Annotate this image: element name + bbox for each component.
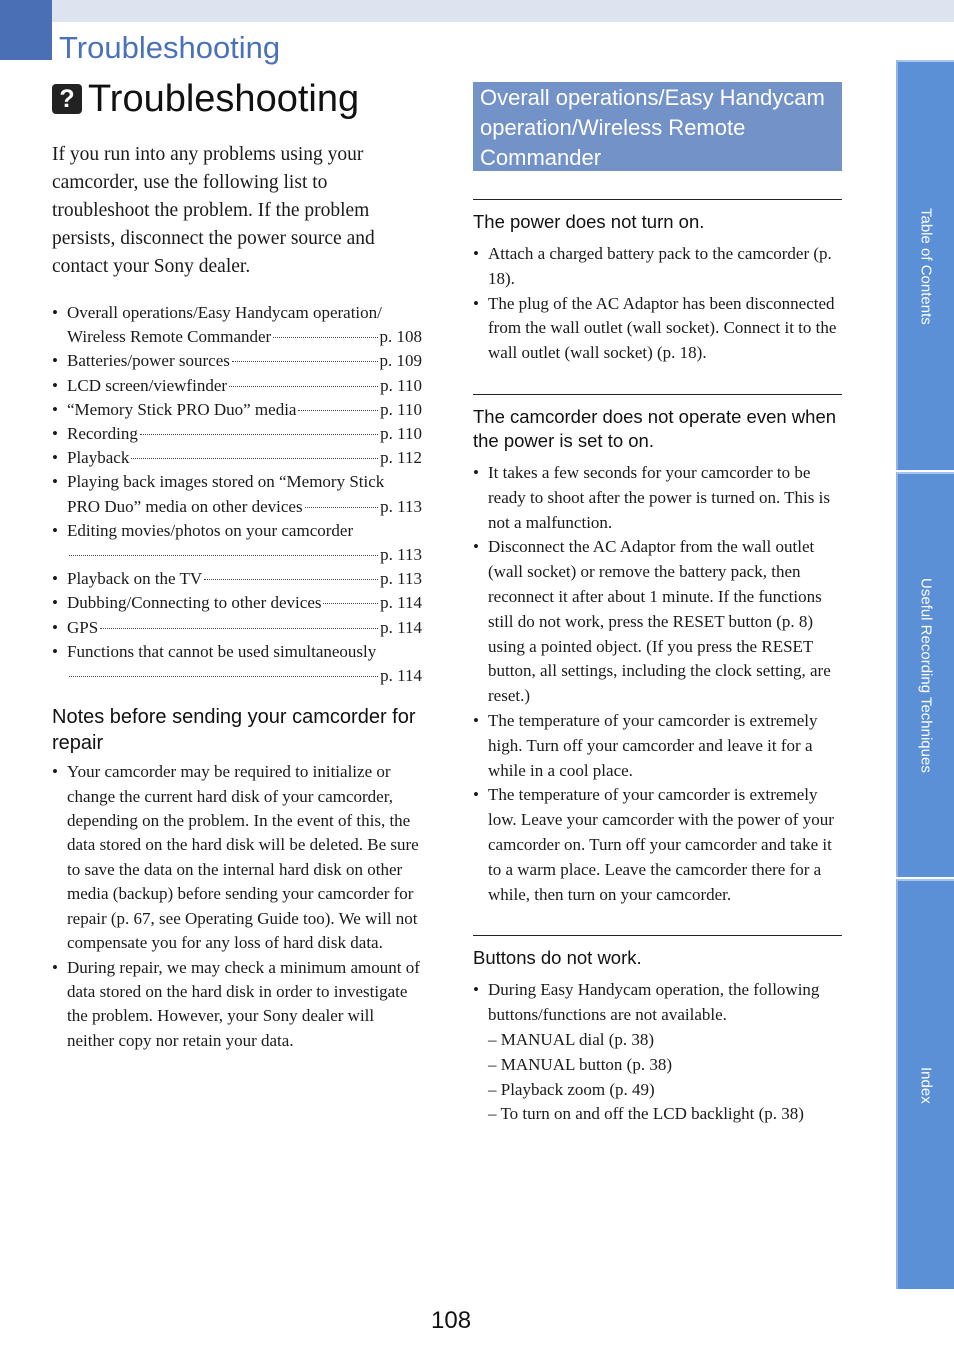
toc-page-ref[interactable]: p. 108: [379, 327, 422, 347]
toc-item[interactable]: [52, 422, 422, 446]
entry-sub-item: – MANUAL button (p. 38): [488, 1054, 672, 1074]
entry-item-text: The plug of the AC Adaptor has been disconnected from the wall outlet (wall socket). Connect it to the wall outlet (wall socket) (p. 18).: [488, 293, 837, 363]
entry-list: [473, 461, 842, 907]
toc-page-ref[interactable]: p. 114: [380, 593, 422, 613]
entry-item: [473, 783, 842, 907]
tab-useful-recording-techniques[interactable]: [896, 472, 954, 877]
toc-item-row: [67, 664, 422, 688]
toc-page-ref[interactable]: p. 113: [380, 545, 422, 565]
toc-leader-dots: [323, 603, 378, 604]
toc-item-row: [67, 591, 422, 615]
header-accent-square: [0, 0, 52, 60]
toc-item-label: • Batteries/power sources: [67, 351, 230, 371]
top-band: [0, 0, 954, 22]
toc-item-label: • Playback: [67, 448, 130, 468]
tab-label: Table of Contents: [917, 207, 935, 325]
entry-item: [473, 709, 842, 783]
tab-label: Useful Recording Techniques: [917, 578, 935, 773]
toc-item-label: Wireless Remote Commander: [67, 327, 272, 347]
entry-item-text: The temperature of your camcorder is extremely low. Leave your camcorder with the power of your camcorder on. Turn off your camcorder and take it to a warm place. Leave the camcorder there for a while, then turn on your camcorder.: [488, 785, 834, 904]
entry-heading: The camcorder does not operate even when the power is set to on.: [473, 405, 837, 451]
toc-page-ref[interactable]: p. 113: [380, 496, 422, 516]
toc-item[interactable]: [52, 398, 422, 422]
toc-item-row: [67, 374, 422, 398]
page-title-text: Troubleshooting: [88, 78, 360, 120]
toc-leader-dots: [229, 386, 378, 387]
toc-leader-dots: [100, 628, 378, 629]
troubleshooting-index: [52, 301, 422, 688]
toc-page-ref[interactable]: p. 110: [380, 375, 422, 395]
toc-leader-dots: [69, 555, 378, 556]
toc-page-ref[interactable]: p. 114: [380, 617, 422, 637]
toc-leader-dots: [298, 410, 378, 411]
toc-page-ref[interactable]: p. 112: [380, 448, 422, 468]
toc-item[interactable]: [52, 591, 422, 615]
entry-sub-item: – To turn on and off the LCD backlight (p. 38): [488, 1104, 804, 1124]
troubleshooting-entry: [473, 935, 842, 1127]
toc-item-label: • LCD screen/viewfinder: [67, 375, 228, 395]
entry-sub-item: – Playback zoom (p. 49): [488, 1079, 655, 1099]
toc-leader-dots: [232, 361, 378, 362]
notes-list: [52, 760, 422, 1053]
entry-item: [473, 461, 842, 535]
entry-item-text: It takes a few seconds for your camcorder to be ready to shoot after the power is turned on. This is not a malfunction.: [488, 462, 830, 532]
entry-sub-item: – MANUAL dial (p. 38): [488, 1029, 655, 1049]
toc-page-ref[interactable]: p. 114: [380, 666, 422, 686]
right-column: [473, 82, 842, 1127]
toc-item-label-line: • Playing back images stored on “Memory Stick: [67, 472, 385, 492]
notes-item: • During repair, we may check a minimum amount of data stored on the hard disk in order to investigate the problem. However, your Sony dealer will neither copy nor retain your data.: [52, 956, 422, 1054]
toc-page-ref[interactable]: p. 109: [379, 351, 422, 371]
toc-item[interactable]: [52, 301, 422, 349]
toc-item-label: • GPS: [67, 617, 99, 637]
entry-item-text: Attach a charged battery pack to the camcorder (p. 18).: [488, 244, 832, 288]
toc-item-row: [67, 495, 422, 519]
toc-item[interactable]: [52, 349, 422, 373]
toc-leader-dots: [69, 676, 378, 677]
tab-label: Index: [917, 1066, 935, 1104]
toc-item-label-line: • Editing movies/photos on your camcorder: [67, 520, 354, 540]
page-number: 108: [431, 1307, 472, 1334]
left-column: [52, 141, 422, 1053]
entry-item: [473, 242, 842, 292]
troubleshooting-entries: [473, 199, 842, 1127]
toc-leader-dots: [273, 337, 377, 338]
entry-item-text: Disconnect the AC Adaptor from the wall outlet (wall socket) or remove the battery pack, then reconnect it after about 1 minute. If the functions still do not work, press the RESET button (p. 8) using a pointed object. (If you press the RESET button, all settings, including the clock setting, are reset.): [488, 537, 831, 706]
toc-page-ref[interactable]: p. 113: [380, 569, 422, 589]
troubleshooting-entry: [473, 394, 842, 907]
entry-item: [473, 978, 842, 1127]
toc-item-label: • “Memory Stick PRO Duo” media: [67, 399, 297, 419]
toc-item-row: [67, 325, 422, 349]
toc-item[interactable]: [52, 616, 422, 640]
toc-item[interactable]: [52, 640, 422, 688]
toc-item[interactable]: [52, 519, 422, 567]
notes-heading: Notes before sending your camcorder for repair: [52, 706, 416, 755]
entry-item-text: During Easy Handycam operation, the following buttons/functions are not available.: [488, 980, 820, 1025]
toc-item-row: [67, 349, 422, 373]
toc-item[interactable]: [52, 374, 422, 398]
entry-list: [473, 242, 842, 366]
toc-page-ref[interactable]: p. 110: [380, 424, 422, 444]
question-mark-icon: ?: [52, 84, 82, 114]
toc-item-label-line: • Functions that cannot be used simultaneously: [67, 641, 377, 661]
toc-item[interactable]: [52, 446, 422, 470]
toc-item-row: [67, 446, 422, 470]
entry-list: [473, 978, 842, 1127]
troubleshooting-entry: [473, 199, 842, 366]
entry-item: [473, 292, 842, 366]
toc-item-row: [67, 616, 422, 640]
toc-item-row: [67, 422, 422, 446]
toc-leader-dots: [305, 507, 379, 508]
category-banner: Overall operations/Easy Handycam operation/Wireless Remote Commander: [473, 82, 842, 171]
toc-item[interactable]: [52, 567, 422, 591]
toc-page-ref[interactable]: p. 110: [380, 399, 422, 419]
entry-heading: Buttons do not work.: [473, 947, 642, 969]
toc-item-row: [67, 543, 422, 567]
intro-paragraph: If you run into any problems using your camcorder, use the following list to troubleshoot the problem. If the problem persists, disconnect the power source and contact your Sony dealer.: [52, 144, 375, 277]
tab-index[interactable]: [896, 879, 954, 1289]
toc-leader-dots: [131, 458, 378, 459]
toc-item-label-line: • Overall operations/Easy Handycam operation/: [67, 303, 382, 322]
toc-item-row: [67, 567, 422, 591]
notes-item: • Your camcorder may be required to initialize or change the current hard disk of your camcorder, depending on the problem. In the event of this, the data stored on the hard disk will be deleted. Be sure to save the data on the internal hard disk on other media (backup) before sending your camcorder for repair (p. 67, see Operating Guide too). We will not compensate you for any loss of hard disk data.: [52, 760, 422, 955]
toc-item-label: • Playback on the TV: [67, 569, 203, 589]
entry-heading: The power does not turn on.: [473, 211, 705, 232]
toc-item[interactable]: [52, 470, 422, 518]
toc-leader-dots: [204, 579, 378, 580]
toc-item-row: [67, 398, 422, 422]
toc-item-label: • Dubbing/Connecting to other devices: [67, 593, 322, 613]
entry-item-text: The temperature of your camcorder is extremely high. Turn off your camcorder and leave it for a while in a cool place.: [488, 710, 818, 780]
toc-leader-dots: [140, 434, 378, 435]
toc-item-label: • Recording: [67, 424, 138, 444]
page-title: [52, 76, 359, 122]
toc-item-label: PRO Duo” media on other devices: [67, 496, 303, 516]
section-title: Troubleshooting: [59, 30, 281, 65]
tab-table-of-contents[interactable]: [896, 60, 954, 470]
entry-item: [473, 535, 842, 709]
